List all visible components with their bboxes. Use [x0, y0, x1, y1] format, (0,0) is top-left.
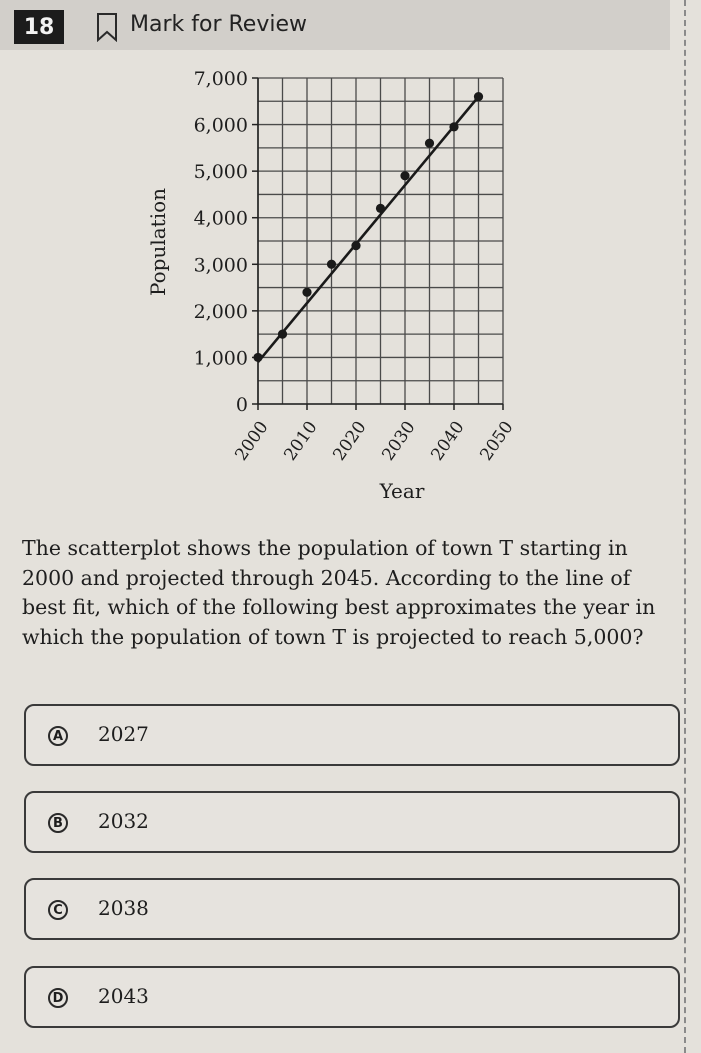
x-tick-label: 2030 [378, 417, 420, 465]
data-point [449, 122, 458, 131]
data-point [253, 353, 262, 362]
choice-d-letter: D [48, 988, 68, 1008]
question-number: 18 [14, 10, 64, 44]
y-tick-label: 6,000 [193, 114, 248, 137]
y-tick-label: 2,000 [193, 300, 248, 323]
data-point [302, 288, 311, 297]
choice-a[interactable] [24, 704, 680, 766]
choice-b-letter: B [48, 813, 68, 833]
y-tick-label: 1,000 [193, 347, 248, 370]
mark-for-review-button[interactable]: Mark for Review [130, 12, 307, 37]
x-axis-title: Year [379, 479, 425, 503]
choice-d[interactable] [24, 966, 680, 1028]
data-point [278, 330, 287, 339]
data-point [400, 171, 409, 180]
data-point [351, 241, 360, 250]
y-tick-label: 4,000 [193, 207, 248, 230]
x-tick-label: 2040 [427, 417, 469, 465]
data-point [376, 204, 385, 213]
x-tick-label: 2010 [280, 417, 322, 465]
data-point [425, 139, 434, 148]
y-tick-label: 5,000 [193, 161, 248, 184]
choice-b[interactable] [24, 791, 680, 853]
data-point [327, 260, 336, 269]
choice-c-letter: C [48, 900, 68, 920]
y-tick-label: 0 [235, 394, 248, 416]
choice-d-text: 2043 [98, 984, 149, 1008]
x-tick-label: 2050 [476, 417, 518, 465]
choice-a-letter: A [48, 726, 68, 746]
x-tick-label: 2000 [231, 417, 273, 465]
y-tick-label: 7,000 [193, 68, 248, 90]
data-point [474, 92, 483, 101]
y-axis-title: Population [146, 187, 170, 297]
best-fit-line [258, 97, 479, 362]
choice-a-text: 2027 [98, 722, 149, 746]
choice-c[interactable] [24, 878, 680, 940]
x-tick-label: 2020 [329, 417, 371, 465]
choice-b-text: 2032 [98, 809, 149, 833]
y-tick-label: 3,000 [193, 254, 248, 277]
scatterplot-chart [0, 0, 701, 520]
choice-c-text: 2038 [98, 896, 149, 920]
question-text: The scatterplot shows the population of town T starting in 2000 and projected through 2045. According to the line of best fit, which of the following best approximates the year in which the population of town T is projected to reach 5,000? [22, 536, 656, 649]
